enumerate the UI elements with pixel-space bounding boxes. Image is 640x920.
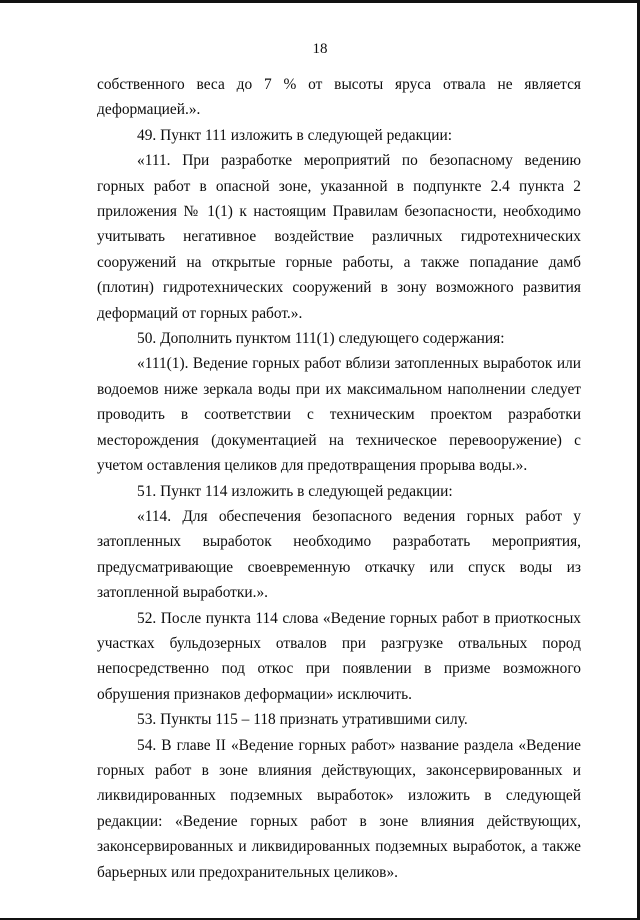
paragraph-quote-111: «111. При разработке мероприятий по безопасному ведению горных работ в опасной зоне, указанной в подпункте 2.4 пункта 2 приложения № 1(1) к настоящим Правилам безопасности, необходимо учитывать негативное воздействие различных гидротехнических сооружений на открытые горные работы, а также попадание дамб (плотин) гидротехнических сооружений в зону возможного развития деформаций от горных работ.». xyxy=(97,152,581,322)
paragraph-quote-114: «114. Для обеспечения безопасного ведения горных работ у затопленных выработок необходимо разработать мероприятия, предусматривающие своевременную откачку или спуск воды из затопленной выработки.». xyxy=(97,507,581,602)
paragraph-item-50: 50. Дополнить пунктом 111(1) следующего содержания: xyxy=(137,330,505,348)
paragraph-item-49: 49. Пункт 111 изложить в следующей редакции: xyxy=(137,126,453,144)
paragraph-item-52: 52. После пункта 114 слова «Ведение горных работ в приоткосных участках бульдозерных отвалов при разгрузке отвальных пород непосредственно под откос при появлении в призме возможного обрушения признаков деформации» исключить. xyxy=(97,609,581,703)
paragraph-continuation: собственного веса до 7 % от высоты яруса отвала не является деформацией.». xyxy=(97,76,581,119)
paragraph-item-51: 51. Пункт 114 изложить в следующей редакции: xyxy=(137,482,453,500)
page-number: 18 xyxy=(312,41,328,57)
paragraph-item-54: 54. В главе II «Ведение горных работ» название раздела «Ведение горных работ в зоне влияния действующих, законсервированных и ликвидированных подземных выработок» изложить в следующей редакции: «Ведение горных работ в зоне влияния действующих, законсервированных и ликвидированных подземных выработок, а также барьерных или предохранительных целиков». xyxy=(97,736,581,881)
scan-border-top xyxy=(0,0,640,3)
paragraph-item-53: 53. Пункты 115 – 118 признать утратившими силу. xyxy=(137,711,468,729)
document-body xyxy=(97,72,581,885)
paragraph-quote-111-1: «111(1). Ведение горных работ вблизи затопленных выработок или водоемов ниже зеркала воды при их максимальном наполнении следует проводить в соответствии с техническим проектом разработки месторождения (документацией на техническое перевооружение) с учетом оставления целиков для предотвращения прорыва воды.». xyxy=(97,355,581,475)
